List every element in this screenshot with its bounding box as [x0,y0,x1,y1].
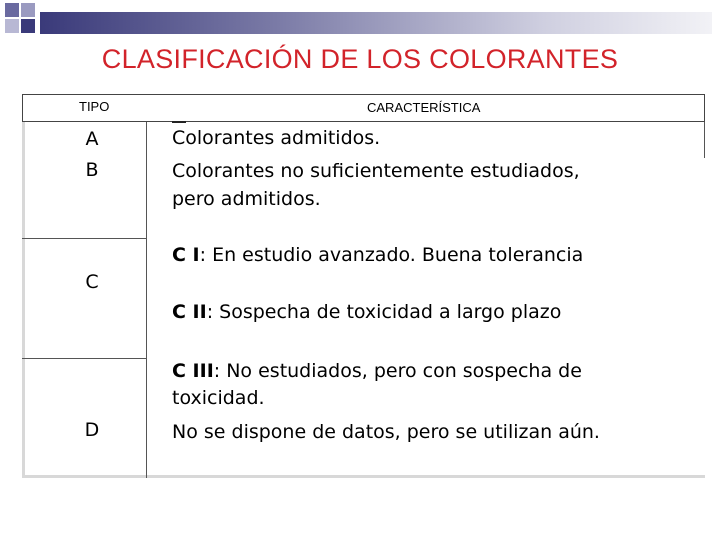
desc-d: No se dispone de datos, pero se utilizan aún. [172,421,600,443]
table-shade-bottom [22,475,705,478]
type-a: A [85,128,99,150]
type-b: B [85,159,99,181]
c3-label: C III [172,360,214,382]
table-shade-left [22,122,25,478]
row-divider [22,238,146,239]
header-caracteristica: CARACTERÍSTICA [367,100,481,115]
c2-label: C II [172,301,207,323]
type-c: C [85,271,99,293]
table-right-border [704,122,705,158]
desc-c3-cont: toxicidad. [172,387,265,409]
classification-table [22,94,705,478]
c2-text: : Sospecha de toxicidad a largo plazo [206,301,562,323]
gradient-bar [40,12,712,34]
row-divider [22,358,146,359]
decorative-square [4,2,20,18]
desc-c1 [172,242,583,269]
header-tipo: TIPO [79,99,110,114]
decorative-square [20,18,36,34]
page-title: CLASIFICACIÓN DE LOS COLORANTES [101,44,619,74]
desc-c3 [172,358,582,385]
desc-b-line1: Colorantes no suficientemente estudiados, [172,160,580,182]
c1-label: C I [172,244,200,266]
decorative-square [20,2,36,18]
decorative-header [0,0,720,40]
c1-text: : En estudio avanzado. Buena tolerancia [199,244,584,266]
desc-b-line2: pero admitidos. [172,188,321,210]
header-underline-mark [172,121,186,123]
c3-text: : No estudiados, pero con sospecha de [213,360,582,382]
type-d: D [84,419,100,441]
table-header-row [22,94,705,122]
desc-c2 [172,299,561,326]
desc-a: Colorantes admitidos. [172,127,381,149]
decorative-square [4,18,20,34]
